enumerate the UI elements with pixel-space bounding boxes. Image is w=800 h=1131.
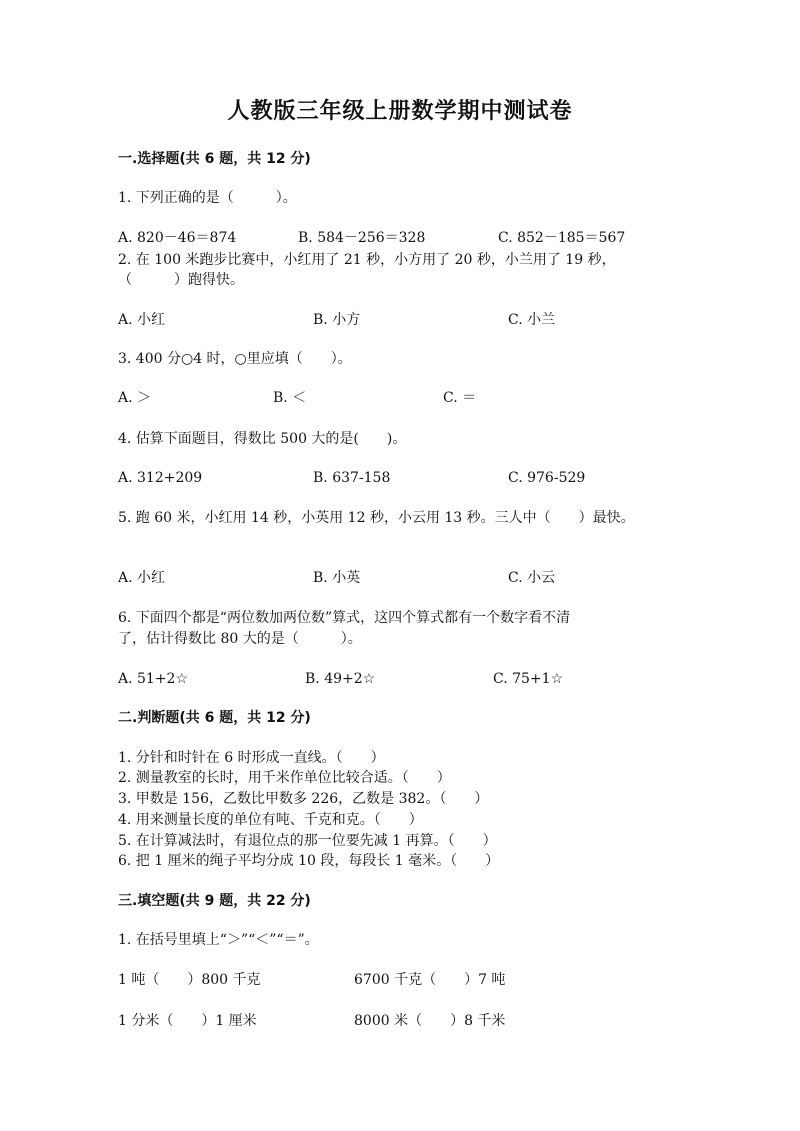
question-2-option-b: B. 小方 xyxy=(313,312,361,328)
judgement-item-4: 4. 用来测量长度的单位有吨、千克和克。（ ） xyxy=(118,812,423,828)
judgement-item-2: 2. 测量教室的长时，用千米作单位比较合适。（ ） xyxy=(118,770,451,786)
question-6-stem-line2: 了，估计得数比 80 大的是（ ）。 xyxy=(118,631,362,647)
question-4-option-c: C. 976-529 xyxy=(508,470,586,486)
question-6-stem-line1: 6. 下面四个都是“两位数加两位数”算式，这四个算式都有一个数字看不清 xyxy=(118,610,571,626)
section-heading-judgement: 二.判断题(共 6 题，共 12 分) xyxy=(118,710,311,726)
question-6-option-b: B. 49+2☆ xyxy=(305,671,376,687)
question-5-option-b: B. 小英 xyxy=(313,570,361,586)
question-4-option-b: B. 637-158 xyxy=(313,470,391,486)
judgement-item-3: 3. 甲数是 156，乙数比甲数多 226，乙数是 382。（ ） xyxy=(118,791,489,807)
question-6-option-a: A. 51+2☆ xyxy=(118,671,189,687)
question-5-option-a: A. 小红 xyxy=(118,570,166,586)
question-2-stem-line2: （ ）跑得快。 xyxy=(118,272,244,288)
judgement-item-1: 1. 分针和时针在 6 时形成一直线。（ ） xyxy=(118,750,385,766)
judgement-item-5: 5. 在计算减法时，有退位点的那一位要先减 1 再算。（ ） xyxy=(118,833,497,849)
question-4-option-a: A. 312+209 xyxy=(118,470,203,486)
question-2-option-a: A. 小红 xyxy=(118,312,166,328)
question-2-option-c: C. 小兰 xyxy=(508,312,556,328)
section-heading-choice: 一.选择题(共 6 题，共 12 分) xyxy=(118,151,311,167)
section-heading-fill-in: 三.填空题(共 9 题，共 22 分) xyxy=(118,893,311,909)
question-3-option-b: B. ＜ xyxy=(273,390,307,406)
question-4-stem: 4. 估算下面题目，得数比 500 大的是( )。 xyxy=(118,431,407,447)
question-1-option-a: A. 820－46＝874 xyxy=(118,230,237,246)
question-3-stem: 3. 400 分○4 时，○里应填（ ）。 xyxy=(118,351,352,367)
question-3-option-c: C. ＝ xyxy=(443,390,477,406)
fill-question-1-stem: 1. 在括号里填上“＞”“＜”“＝”。 xyxy=(118,932,319,948)
question-3-option-a: A. ＞ xyxy=(118,390,152,406)
page-title: 人教版三年级上册数学期中测试卷 xyxy=(227,98,573,124)
fill-question-1-item-3: 1 分米（ ）1 厘米 xyxy=(118,1013,257,1029)
judgement-item-6: 6. 把 1 厘米的绳子平均分成 10 段，每段长 1 毫米。（ ） xyxy=(118,853,500,869)
question-1-option-c: C. 852－185＝567 xyxy=(498,230,626,246)
question-6-option-c: C. 75+1☆ xyxy=(493,671,564,687)
fill-question-1-item-2: 6700 千克（ ）7 吨 xyxy=(354,972,506,988)
fill-question-1-item-1: 1 吨（ ）800 千克 xyxy=(118,972,261,988)
question-1-option-b: B. 584－256＝328 xyxy=(298,230,426,246)
question-5-stem: 5. 跑 60 米，小红用 14 秒，小英用 12 秒，小云用 13 秒。三人中（ ）最快。 xyxy=(118,510,635,526)
fill-question-1-item-4: 8000 米（ ）8 千米 xyxy=(354,1013,506,1029)
question-5-option-c: C. 小云 xyxy=(508,570,556,586)
question-1-stem: 1. 下列正确的是（ ）。 xyxy=(118,190,297,206)
question-2-stem-line1: 2. 在 100 米跑步比赛中，小红用了 21 秒，小方用了 20 秒，小兰用了 19 秒， xyxy=(118,252,616,268)
